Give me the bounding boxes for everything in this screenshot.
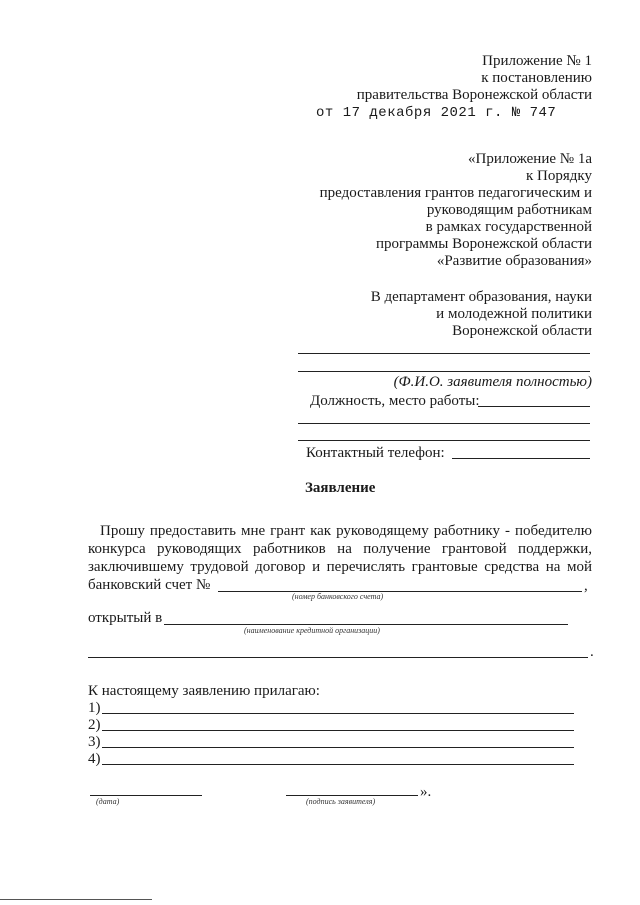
- position-blank[interactable]: [478, 406, 590, 407]
- appendix-title: Приложение № 1: [482, 53, 592, 69]
- fio-blank-line-1[interactable]: [298, 353, 590, 354]
- appendix-1a-line: в рамках государственной: [425, 219, 592, 235]
- attachment-blank-2[interactable]: [102, 730, 574, 731]
- attachments-label: К настоящему заявлению прилагаю:: [88, 683, 320, 699]
- footnote-rule: [0, 899, 152, 900]
- opened-label: открытый в: [88, 610, 163, 626]
- appendix-to-decree: к постановлению: [481, 70, 592, 86]
- closing-quote: ».: [420, 784, 432, 800]
- document-title: Заявление: [305, 480, 376, 496]
- phone-label: Контактный телефон:: [306, 445, 445, 461]
- bank-name-blank-line-2[interactable]: [88, 657, 588, 658]
- body-line-2: конкурса руководящих работников на получение грантовой поддержки,: [88, 541, 592, 557]
- phone-blank[interactable]: [452, 458, 590, 459]
- addressee-line: и молодежной политики: [436, 306, 592, 322]
- appendix-1a-line: руководящим работникам: [426, 202, 592, 218]
- attachment-blank-1[interactable]: [102, 713, 574, 714]
- appendix-1a-line: программы Воронежской области: [375, 236, 592, 252]
- decree-date-number: от 17 декабря 2021 г. № 747: [316, 105, 557, 121]
- attachment-blank-3[interactable]: [102, 747, 574, 748]
- attachment-blank-4[interactable]: [102, 764, 574, 765]
- attachment-number: 2): [88, 717, 101, 733]
- position-blank-line-2[interactable]: [298, 423, 590, 424]
- date-caption: (дата): [96, 797, 120, 806]
- appendix-1a-line: к Порядку: [526, 168, 592, 184]
- appendix-government: правительства Воронежской области: [356, 87, 592, 103]
- bank-dot: .: [590, 644, 594, 660]
- body-line-1: Прошу предоставить мне грант как руководящему работнику - победителю: [100, 523, 592, 539]
- bank-account-blank[interactable]: [218, 591, 582, 592]
- signature-blank[interactable]: [286, 795, 418, 796]
- appendix-1a-line: «Приложение № 1а: [468, 151, 592, 167]
- attachment-number: 1): [88, 700, 101, 716]
- body-line-3: заключившему трудовой договор и перечислять грантовые средства на мой: [88, 559, 592, 575]
- addressee-line: Воронежской области: [452, 323, 592, 339]
- position-blank-line-3[interactable]: [298, 440, 590, 441]
- bank-name-blank[interactable]: [164, 624, 568, 625]
- fio-caption: (Ф.И.О. заявителя полностью): [393, 374, 592, 390]
- account-caption: (номер банковского счета): [292, 592, 384, 601]
- body-line-4: банковский счет №: [88, 577, 211, 593]
- attachment-number: 3): [88, 734, 101, 750]
- date-blank[interactable]: [90, 795, 202, 796]
- account-comma: ,: [584, 578, 588, 594]
- attachment-number: 4): [88, 751, 101, 767]
- signature-caption: (подпись заявителя): [306, 797, 376, 806]
- addressee-line: В департамент образования, науки: [370, 289, 592, 305]
- appendix-1a-line: «Развитие образования»: [436, 253, 592, 269]
- fio-blank-line-2[interactable]: [298, 371, 590, 372]
- appendix-1a-line: предоставления грантов педагогическим и: [319, 185, 592, 201]
- bank-caption: (наименование кредитной организации): [244, 626, 380, 635]
- position-label: Должность, место работы:: [310, 393, 480, 409]
